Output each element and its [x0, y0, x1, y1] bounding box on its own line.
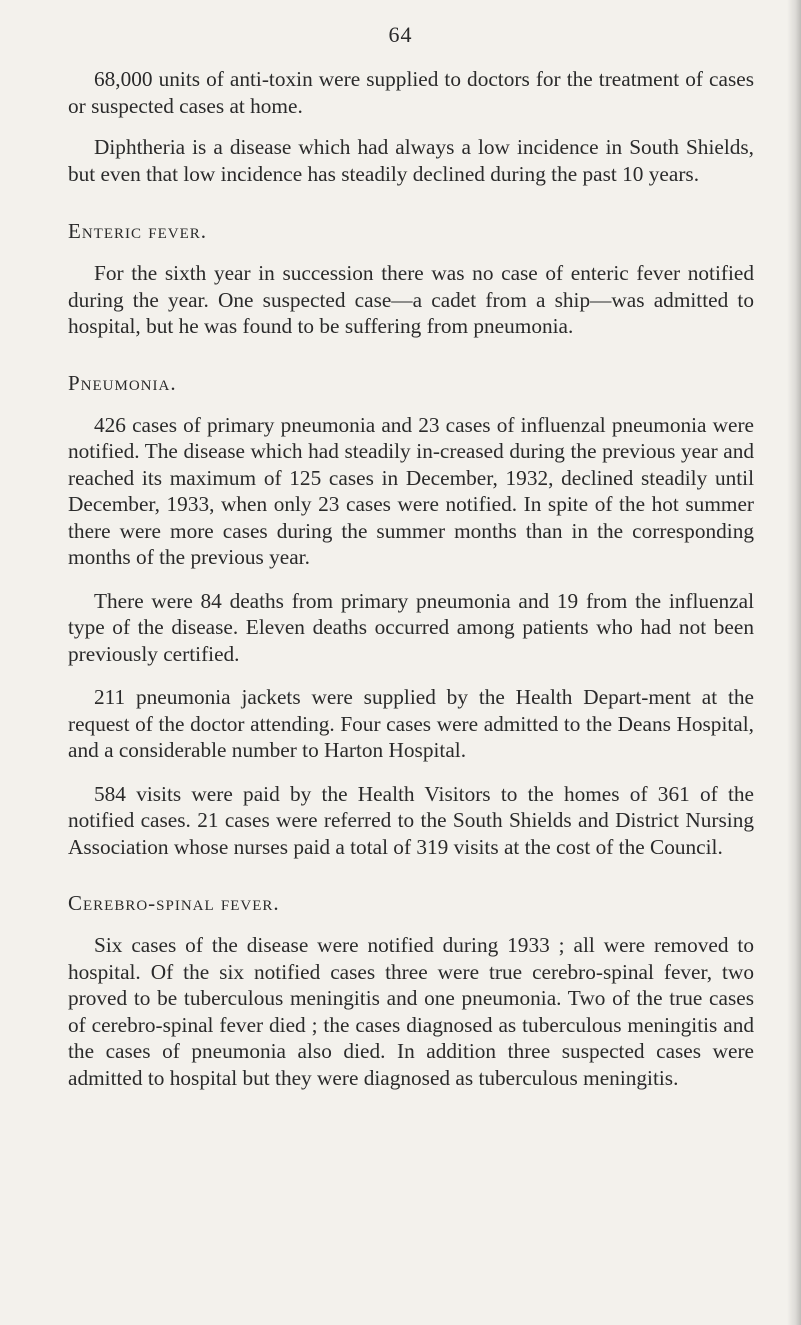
paragraph-pneumonia-cases: 426 cases of primary pneumonia and 23 cases of influenzal pneumonia were notified. The disease which had steadily in-creased during the previous year and reached its maximum of 125 cases in December, 1932, declined steadily until December, 1933, when only 23 cases were notified. In spite of the hot summer there were more cases during the summer months than in the corresponding months of the previous year. — [68, 412, 754, 569]
paragraph-pneumonia-jackets: 211 pneumonia jackets were supplied by the Health Depart-ment at the request of the doctor attending. Four cases were admitted to the Deans Hospital, and a considerable number to Harton Hospital. — [68, 685, 754, 762]
paragraph-cerebro-spinal: Six cases of the disease were notified during 1933 ; all were removed to hospital. Of the six notified cases three were true cerebro-spinal fever, two proved to be tuberculous meningitis and one pneumonia. Two of the true cases of cerebro-spinal fever died ; the cases diagnosed as tuberculous meningitis and the cases of pneumonia also died. In addition three suspected cases were admitted to hospital but they were diagnosed as tuberculous meningitis. — [68, 933, 754, 1090]
heading-enteric-fever: Enteric fever. — [68, 219, 207, 243]
page-body — [68, 66, 754, 1108]
paragraph-antitoxin: 68,000 units of anti-toxin were supplied to doctors for the treatment of cases or suspected cases at home. — [68, 67, 754, 118]
paragraph-diphtheria: Diphtheria is a disease which had always a low incidence in South Shields, but even that low incidence has steadily declined during the past 10 years. — [68, 135, 754, 186]
page-number: 64 — [388, 22, 413, 47]
heading-cerebro-spinal-fever: Cerebro-spinal fever. — [68, 891, 280, 915]
page-edge-shadow — [787, 0, 801, 1325]
heading-pneumonia: Pneumonia. — [68, 370, 177, 395]
paragraph-pneumonia-deaths: There were 84 deaths from primary pneumonia and 19 from the influenzal type of the disease. Eleven deaths occurred among patients who had not been previously certified. — [68, 588, 754, 666]
paragraph-enteric: For the sixth year in succession there was no case of enteric fever notified during the year. One suspected case—a cadet from a ship—was admitted to hospital, but he was found to be suffering from pneumonia. — [68, 261, 754, 338]
paragraph-health-visitors: 584 visits were paid by the Health Visitors to the homes of 361 of the notified cases. 21 cases were referred to the South Shields and District Nursing Association whose nurses paid a total of 319 visits at the cost of the Council. — [68, 781, 754, 859]
